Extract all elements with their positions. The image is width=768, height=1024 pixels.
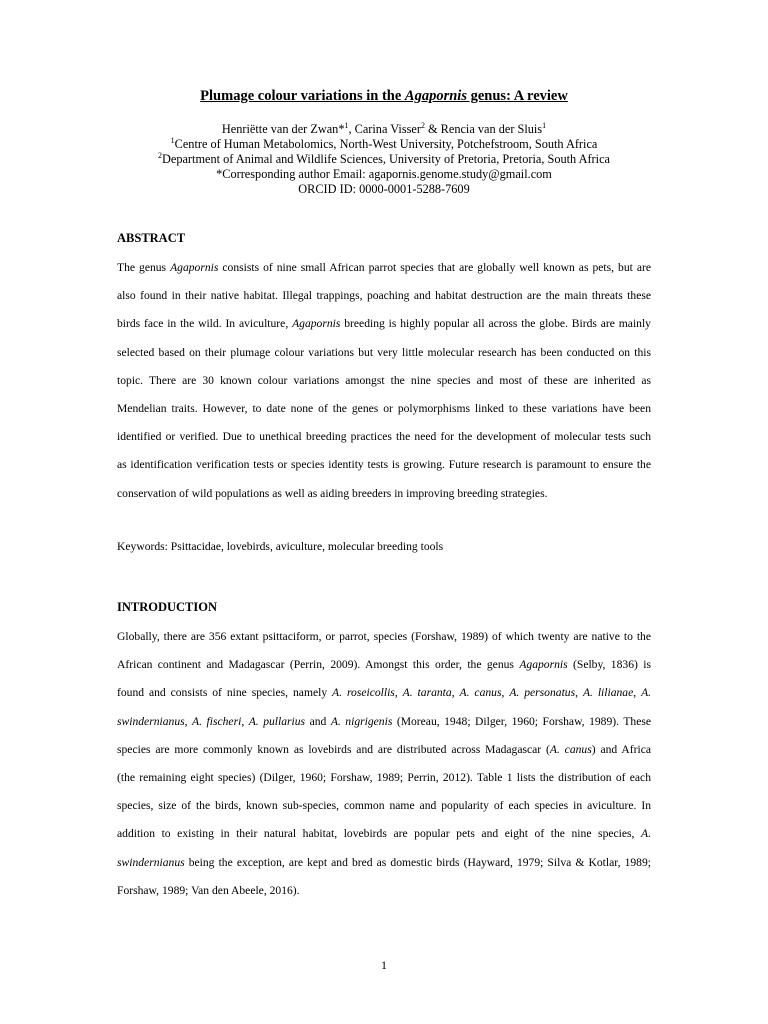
author-block	[0, 122, 768, 197]
introduction-heading: INTRODUCTION	[117, 600, 218, 614]
introduction-line: African continent and Madagascar (Perrin, 2009). Amongst this order, the genus Agapornis (Selby, 1836) is	[117, 658, 651, 672]
abstract-line: birds face in the wild. In aviculture, Agapornis breeding is highly popular all across the globe. Birds are mainly	[117, 317, 651, 331]
introduction-line: Forshaw, 1989; Van den Abeele, 2016).	[117, 883, 300, 897]
introduction-line: swindernianus being the exception, are kept and bred as domestic birds (Hayward, 1979; Silva & Kotlar, 1989;	[117, 855, 651, 869]
introduction-line: found and consists of nine species, namely A. roseicollis, A. taranta, A. canus, A. personatus, A. lilianae, A.	[117, 686, 652, 700]
introduction-line: swindernianus, A. fischeri, A. pullarius and A. nigrigenis (Moreau, 1948; Dilger, 1960; Forshaw, 1989). These	[117, 714, 652, 728]
abstract-line: selected based on their plumage colour variations but very little molecular research has been conducted on this	[117, 345, 651, 359]
author-list: Henriëtte van der Zwan*$^1$, Carina Visser$^2$ & Rencia van der Sluis$^1$	[221, 120, 547, 136]
keywords: Keywords: Psittacidae, lovebirds, aviculture, molecular breeding tools	[117, 540, 444, 553]
paper-title: Plumage colour variations in the Agapornis genus: A review	[200, 88, 568, 104]
abstract-heading: ABSTRACT	[117, 231, 186, 245]
affiliation-2: $^2$Department of Animal and Wildlife Sciences, University of Pretoria, Pretoria, South Africa	[157, 150, 610, 166]
introduction-line: addition to existing in their natural habitat, lovebirds are popular pets and eight of the nine species, A.	[117, 827, 651, 841]
abstract-line: The genus Agapornis consists of nine small African parrot species that are globally well known as pets, but are	[117, 261, 651, 274]
abstract-line: topic. There are 30 known colour variations amongst the nine species and most of these are inherited as	[117, 373, 651, 387]
abstract-line: as identification verification tests or species identity tests is growing. Future research is paramount to ensure the	[117, 458, 651, 472]
abstract-line: identified or verified. Due to unethical breeding practices the need for the development of molecular tests such	[117, 430, 651, 444]
affiliation-1: $^1$Centre of Human Metabolomics, North-West University, Potchefstroom, South Africa	[170, 135, 598, 151]
introduction-body	[117, 623, 651, 905]
abstract-line: also found in their native habitat. Illegal trappings, poaching and habitat destruction are the main threats these	[117, 289, 651, 303]
abstract-line: Mendelian traits. However, to date none of the genes or polymorphisms linked to these variations have been	[117, 401, 651, 415]
abstract-line: conservation of wild populations as well as aiding breeders in improving breeding strategies.	[117, 486, 548, 500]
orcid: ORCID ID: 0000-0001-5288-7609	[298, 182, 470, 196]
introduction-line: species, size of the birds, known sub-species, common name and popularity of each species in aviculture. In	[117, 799, 651, 813]
abstract-body	[117, 254, 651, 508]
introduction-line: Globally, there are 356 extant psittaciform, or parrot, species (Forshaw, 1989) of which twenty are native to the	[117, 630, 651, 643]
introduction-line: (the remaining eight species) (Dilger, 1960; Forshaw, 1989; Perrin, 2012). Table 1 lists the distribution of each	[117, 770, 651, 784]
introduction-line: species are more commonly known as lovebirds and are distributed across Madagascar (A. canus) and Africa	[117, 742, 651, 756]
corresponding-author: *Corresponding author Email: agapornis.genome.study@gmail.com	[216, 167, 552, 181]
page-number: 1	[381, 958, 387, 972]
